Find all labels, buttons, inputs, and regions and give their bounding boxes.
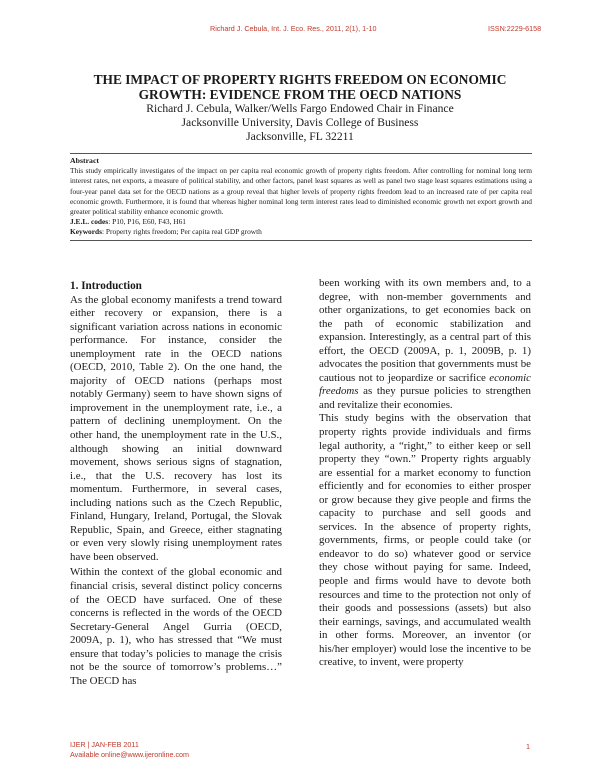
emphasis-economic-freedoms: economic freedoms [319,371,531,398]
paper-title-line-2: GROWTH: EVIDENCE FROM THE OECD NATIONS [138,87,462,102]
jel-codes-value: : P10, P16, E60, F43, H61 [108,217,187,227]
abstract-box [70,153,532,241]
body-paragraph: As the global economy manifests a trend toward either recovery or expansion, there is a significant variation across nations in economic performance. For instance, consider the unemployment rate in the OECD nations (OECD, 2010, Table 2). On the one hand, the majority of OECD nations (perhaps most notably Germany) seem to have shown signs of improvement in the unemployment rate, i.e., a pattern of declining unemployment. On the other hand, the unemployment rate in the U.S., although showing an initial downward movement, shows serious signs of stagnation, i.e., that the U.S. recovery has lost its momentum. Furthermore, in several cases, including nations such as the Czech Republic, Finland, Hungary, Ireland, Portugal, the Slovak Republic, Spain, and Greece, either stagnating or even very slowly rising unemployment rates have been observed. [70,293,282,563]
body-paragraph: This study begins with the observation that property rights provide individuals and firms legal authority, a “right,” to either keep or sell property they “own.” Property rights arguably are essential for a market economy to function efficiently and for economies to either prosper or grow because they give people and firms the capacity to purchase and sell goods and services. In the absence of property rights, governments, firms, or people could take (or endeavor to do so) whatever good or service they chose without paying for same. Indeed, people and firms would have to devote both resources and time to the protection not only of their goods and possessions (assets) but also their earnings, savings, and accumulated wealth in other forms. Moreover, an inventor (or his/her employer) would lose the incentive to be creative, to invent, were property [319,412,531,669]
body-text-segment: as they pursue policies to strengthen and revitalize their economies. [319,385,531,411]
body-paragraph [319,277,531,412]
footer-journal: IJER | JAN-FEB 2011 [70,740,139,749]
author-affiliation-line-1: Richard J. Cebula, Walker/Wells Fargo Endowed Chair in Finance [146,102,454,115]
footer-availability: Available online@www.ijeronline.com [70,750,190,759]
right-column [319,277,531,670]
abstract-heading: Abstract [70,156,100,165]
footer-left [70,740,189,760]
author-affiliation-line-2: Jacksonville University, Davis College of Business [181,116,419,129]
page-number: 1 [526,742,530,751]
body-paragraph: Within the context of the global economic and financial crisis, several distinct policy concerns of the OECD have surfaced. One of these concerns is reflected in the words of the OECD Secretary-General Angel Gurria (OECD, 2009A, p. 1), who has stressed that “We must ensure that today’s policies to manage the crisis not be the source of tomorrow’s problems…” The OECD has [70,566,282,687]
jel-codes-label: J.E.L. codes [70,217,109,227]
left-column [70,276,282,688]
keywords-label: Keywords [70,227,103,237]
keywords-value: : Property rights freedom; Per capita real GDP growth [102,227,262,237]
jel-codes [70,217,532,227]
paper-title-line-1: THE IMPACT OF PROPERTY RIGHTS FREEDOM ON ECONOMIC [93,72,507,87]
keywords [70,227,532,237]
abstract-text: This study empirically investigates of the impact on per capita real economic growth of property rights freedom. After controlling for nominal long term interest rates, net exports, a measure of political stability, and other factors, panel least squares as well as panel two stage least squares estimations using a four-year panel data set for the OECD nations as a group reveal that higher levels of property rights freedom lead to an increased rate of per capita real economic growth. Furthermore, it is found that whereas higher nominal long term interest rates lead to diminished economic growth net export growth and greater political stability enhance economic growth. [70,166,532,217]
author-affiliation-line-3: Jacksonville, FL 32211 [246,130,354,143]
running-header-citation: Richard J. Cebula, Int. J. Eco. Res., 2011, 2(1), 1-10 [210,24,377,33]
body-text-segment: been working with its own members and, to a degree, with non-member governments and other organizations, to get economies back on the path of economic stabilization and expansion. Interestingly, as a central part of this effort, the OECD (2009A, p. 1, 2009B, p. 1) advocates the position that governments must be cautious not to jeopardize or sacrifice [319,277,531,384]
title-block [60,72,540,144]
running-header-issn: ISSN:2229-6158 [488,24,542,33]
section-heading-introduction: 1. Introduction [70,280,142,292]
